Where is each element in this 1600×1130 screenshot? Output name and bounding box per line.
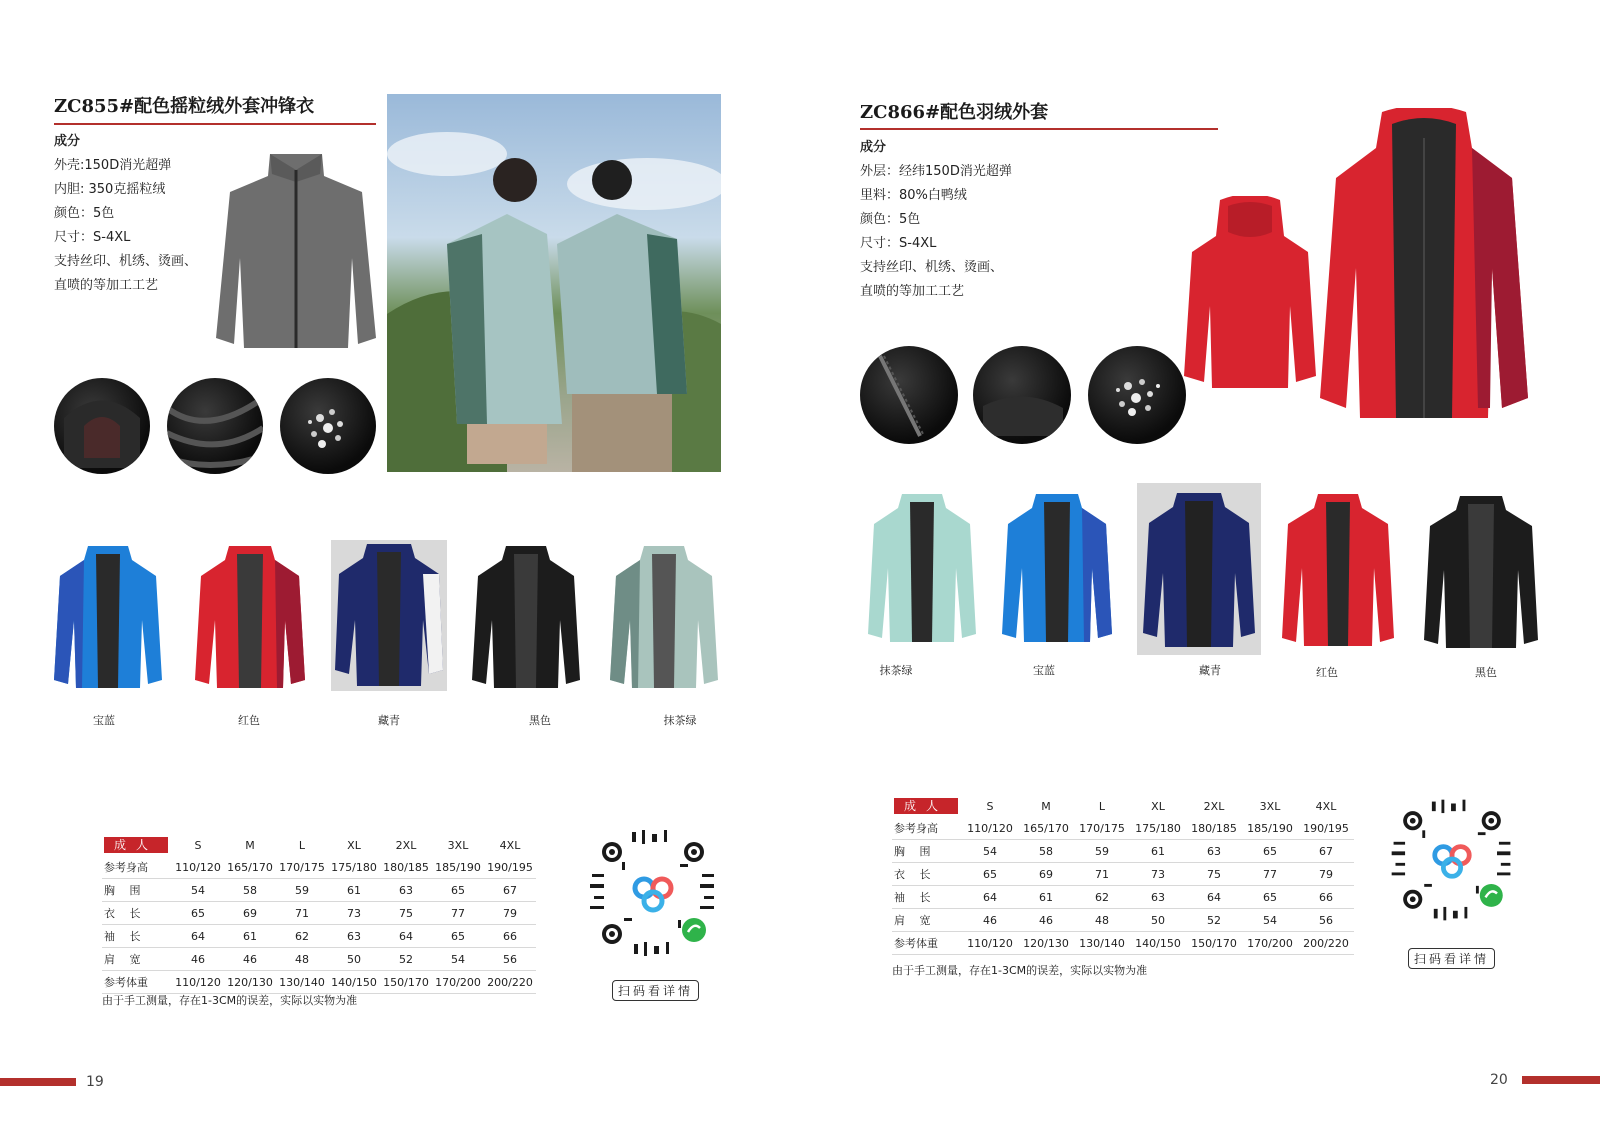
right-spec-colors: 颜色：5色 [860, 212, 921, 227]
left-color-label-black: 黑色 [529, 714, 551, 727]
right-scan-details-button[interactable]: 扫码看详情 [1408, 948, 1495, 969]
left-footer-bar [0, 1078, 76, 1086]
row-label: 衣 长 [102, 902, 172, 925]
water-repellent-detail-image [1088, 346, 1186, 444]
table-cell: 61 [224, 925, 276, 948]
right-spec-list [860, 136, 1012, 304]
table-cell: 73 [328, 902, 380, 925]
table-row [102, 902, 536, 925]
table-cell: 79 [1298, 863, 1354, 886]
left-spec-shell: 外壳:150D消光超弹 [54, 158, 172, 173]
table-row [102, 925, 536, 948]
table-cell: 175/180 [328, 856, 380, 879]
table-cell: 63 [380, 879, 432, 902]
table-cell: 54 [432, 948, 484, 971]
table-cell: 150/170 [380, 971, 432, 994]
down-jacket-red-image [1278, 488, 1398, 648]
table-cell: 165/170 [224, 856, 276, 879]
right-adult-badge: 成人 [894, 798, 958, 814]
row-label: 袖 长 [892, 886, 962, 909]
table-cell: 65 [432, 879, 484, 902]
table-cell: 46 [224, 948, 276, 971]
table-cell: 46 [962, 909, 1018, 932]
table-cell: 73 [1130, 863, 1186, 886]
left-color-label-matcha: 抹茶绿 [663, 714, 697, 727]
size-header: 3XL [447, 838, 469, 852]
table-row [102, 948, 536, 971]
right-size-table [892, 795, 1354, 955]
size-header: 2XL [395, 838, 417, 852]
jacket-royal-blue-image [52, 540, 164, 690]
table-cell: 65 [1242, 886, 1298, 909]
table-cell: 185/190 [1242, 817, 1298, 840]
table-cell: 46 [1018, 909, 1074, 932]
down-jacket-royal-blue-image [998, 488, 1116, 644]
size-header: 2XL [1203, 799, 1225, 813]
right-spec-sizes: 尺寸：S-4XL [860, 236, 937, 251]
left-measurement-note: 由于手工测量，存在1-3CM的误差，实际以实物为准 [102, 994, 358, 1007]
table-cell: 52 [1186, 909, 1242, 932]
table-cell: 200/220 [1298, 932, 1354, 955]
table-cell: 180/185 [380, 856, 432, 879]
right-product-title: ZC866#配色羽绒外套 [860, 102, 1049, 123]
table-cell: 130/140 [276, 971, 328, 994]
table-cell: 110/120 [962, 932, 1018, 955]
table-cell: 56 [1298, 909, 1354, 932]
table-cell: 170/175 [1074, 817, 1130, 840]
table-cell: 52 [380, 948, 432, 971]
table-cell: 120/130 [224, 971, 276, 994]
table-cell: 185/190 [432, 856, 484, 879]
table-cell: 65 [172, 902, 224, 925]
left-scan-details-button[interactable]: 扫码看详情 [612, 980, 699, 1001]
table-cell: 65 [1242, 840, 1298, 863]
jacket-black-image [470, 540, 582, 690]
table-cell: 62 [1074, 886, 1130, 909]
jacket-matcha-image [608, 540, 720, 690]
row-label: 参考身高 [102, 856, 172, 879]
table-cell: 58 [1018, 840, 1074, 863]
table-cell: 54 [1242, 909, 1298, 932]
right-measurement-note: 由于手工测量，存在1-3CM的误差，实际以实物为准 [892, 964, 1148, 977]
right-color-label-navy: 藏青 [1199, 664, 1221, 677]
size-header: 4XL [499, 838, 521, 852]
size-header: L [1098, 799, 1106, 813]
grey-fleece-jacket-image [212, 148, 380, 354]
models-lifestyle-photo [387, 94, 721, 472]
right-footer-bar [1522, 1076, 1600, 1084]
right-qr-code-icon[interactable] [1384, 792, 1520, 928]
table-row [102, 856, 536, 879]
row-label: 肩 宽 [892, 909, 962, 932]
table-cell: 110/120 [172, 856, 224, 879]
table-cell: 110/120 [962, 817, 1018, 840]
left-spec-heading: 成分 [54, 134, 81, 149]
row-label: 肩 宽 [102, 948, 172, 971]
table-cell: 64 [172, 925, 224, 948]
left-page-number: 19 [86, 1074, 104, 1090]
row-label: 参考身高 [892, 817, 962, 840]
table-cell: 120/130 [1018, 932, 1074, 955]
table-cell: 64 [1186, 886, 1242, 909]
table-cell: 61 [1130, 840, 1186, 863]
cuff-detail-image [973, 346, 1071, 444]
size-header: 4XL [1315, 799, 1337, 813]
table-cell: 69 [224, 902, 276, 925]
left-spec-lining: 内胆: 350克摇粒绒 [54, 182, 166, 197]
table-cell: 46 [172, 948, 224, 971]
table-cell: 190/195 [1298, 817, 1354, 840]
table-cell: 71 [276, 902, 328, 925]
table-cell: 77 [1242, 863, 1298, 886]
right-page-number: 20 [1490, 1072, 1508, 1088]
left-spec-process-2: 直喷的等加工工艺 [54, 278, 159, 293]
size-header: S [986, 799, 994, 813]
down-jacket-black-image [1420, 490, 1542, 650]
table-cell: 64 [380, 925, 432, 948]
row-label: 衣 长 [892, 863, 962, 886]
table-cell: 61 [1018, 886, 1074, 909]
table-cell: 59 [1074, 840, 1130, 863]
table-cell: 54 [172, 879, 224, 902]
table-cell: 190/195 [484, 856, 536, 879]
hood-detail-image [54, 378, 150, 474]
row-label: 参考体重 [892, 932, 962, 955]
table-cell: 66 [484, 925, 536, 948]
table-row [892, 932, 1354, 955]
row-label: 参考体重 [102, 971, 172, 994]
table-cell: 180/185 [1186, 817, 1242, 840]
table-row [892, 886, 1354, 909]
left-adult-badge: 成人 [104, 837, 168, 853]
left-spec-list [54, 130, 197, 298]
table-cell: 65 [432, 925, 484, 948]
right-color-label-royal-blue: 宝蓝 [1033, 664, 1055, 677]
waterproof-detail-image [280, 378, 376, 474]
size-header: XL [347, 838, 361, 852]
table-cell: 77 [432, 902, 484, 925]
size-header: S [194, 838, 202, 852]
table-cell: 170/175 [276, 856, 328, 879]
table-cell: 62 [276, 925, 328, 948]
row-label: 胸 围 [892, 840, 962, 863]
size-header: 3XL [1259, 799, 1281, 813]
table-cell: 170/200 [1242, 932, 1298, 955]
table-row [892, 840, 1354, 863]
left-color-label-red: 红色 [238, 714, 260, 727]
table-cell: 130/140 [1074, 932, 1130, 955]
down-jacket-navy-panel [1137, 483, 1261, 655]
table-cell: 175/180 [1130, 817, 1186, 840]
table-row [892, 863, 1354, 886]
table-cell: 63 [1186, 840, 1242, 863]
table-cell: 150/170 [1186, 932, 1242, 955]
right-spec-process-1: 支持丝印、机绣、烫画、 [860, 260, 1004, 275]
table-cell: 75 [380, 902, 432, 925]
table-cell: 50 [1130, 909, 1186, 932]
table-cell: 79 [484, 902, 536, 925]
table-cell: 59 [276, 879, 328, 902]
table-row [102, 971, 536, 994]
right-size-header-row [892, 795, 1354, 817]
left-size-header-row [102, 834, 536, 856]
size-header: L [298, 838, 306, 852]
down-jacket-matcha-image [864, 488, 980, 644]
left-color-label-royal-blue: 宝蓝 [93, 714, 115, 727]
table-cell: 66 [1298, 886, 1354, 909]
table-cell: 140/150 [328, 971, 380, 994]
size-header: M [1041, 799, 1051, 813]
table-cell: 67 [484, 879, 536, 902]
size-header: M [245, 838, 255, 852]
row-label: 袖 长 [102, 925, 172, 948]
left-product-title: ZC855#配色摇粒绒外套冲锋衣 [54, 96, 315, 117]
table-cell: 64 [962, 886, 1018, 909]
row-label: 胸 围 [102, 879, 172, 902]
left-color-label-navy: 藏青 [378, 714, 400, 727]
table-cell: 48 [276, 948, 328, 971]
table-cell: 54 [962, 840, 1018, 863]
right-spec-filling: 里料：80%白鸭绒 [860, 188, 967, 203]
table-row [892, 909, 1354, 932]
right-spec-outer: 外层：经纬150D消光超弹 [860, 164, 1012, 179]
table-cell: 63 [1130, 886, 1186, 909]
fleece-fabric-detail-image [167, 378, 263, 474]
table-cell: 110/120 [172, 971, 224, 994]
table-cell: 58 [224, 879, 276, 902]
table-row [102, 879, 536, 902]
table-cell: 165/170 [1018, 817, 1074, 840]
table-cell: 65 [962, 863, 1018, 886]
left-title-rule [54, 123, 376, 125]
table-cell: 170/200 [432, 971, 484, 994]
left-qr-code-icon[interactable] [582, 822, 724, 964]
right-title-rule [860, 128, 1218, 130]
table-row [892, 817, 1354, 840]
right-spec-heading: 成分 [860, 140, 887, 155]
table-cell: 140/150 [1130, 932, 1186, 955]
table-cell: 50 [328, 948, 380, 971]
right-spec-process-2: 直喷的等加工工艺 [860, 284, 965, 299]
table-cell: 63 [328, 925, 380, 948]
right-color-label-red: 红色 [1316, 666, 1338, 679]
table-cell: 48 [1074, 909, 1130, 932]
table-cell: 56 [484, 948, 536, 971]
zipper-detail-image [860, 346, 958, 444]
left-spec-colors: 颜色：5色 [54, 206, 115, 221]
left-spec-process-1: 支持丝印、机绣、烫画、 [54, 254, 198, 269]
table-cell: 71 [1074, 863, 1130, 886]
left-size-table [102, 834, 536, 994]
red-down-jacket-front-image [1316, 108, 1532, 424]
left-spec-sizes: 尺寸：S-4XL [54, 230, 131, 245]
jacket-navy-panel [331, 540, 447, 691]
table-cell: 61 [328, 879, 380, 902]
table-cell: 69 [1018, 863, 1074, 886]
right-color-label-matcha: 抹茶绿 [879, 664, 913, 677]
size-header: XL [1151, 799, 1165, 813]
table-cell: 67 [1298, 840, 1354, 863]
table-cell: 200/220 [484, 971, 536, 994]
table-cell: 75 [1186, 863, 1242, 886]
red-down-jacket-back-image [1180, 196, 1320, 392]
jacket-red-image [191, 540, 309, 690]
right-color-label-black: 黑色 [1475, 666, 1497, 679]
